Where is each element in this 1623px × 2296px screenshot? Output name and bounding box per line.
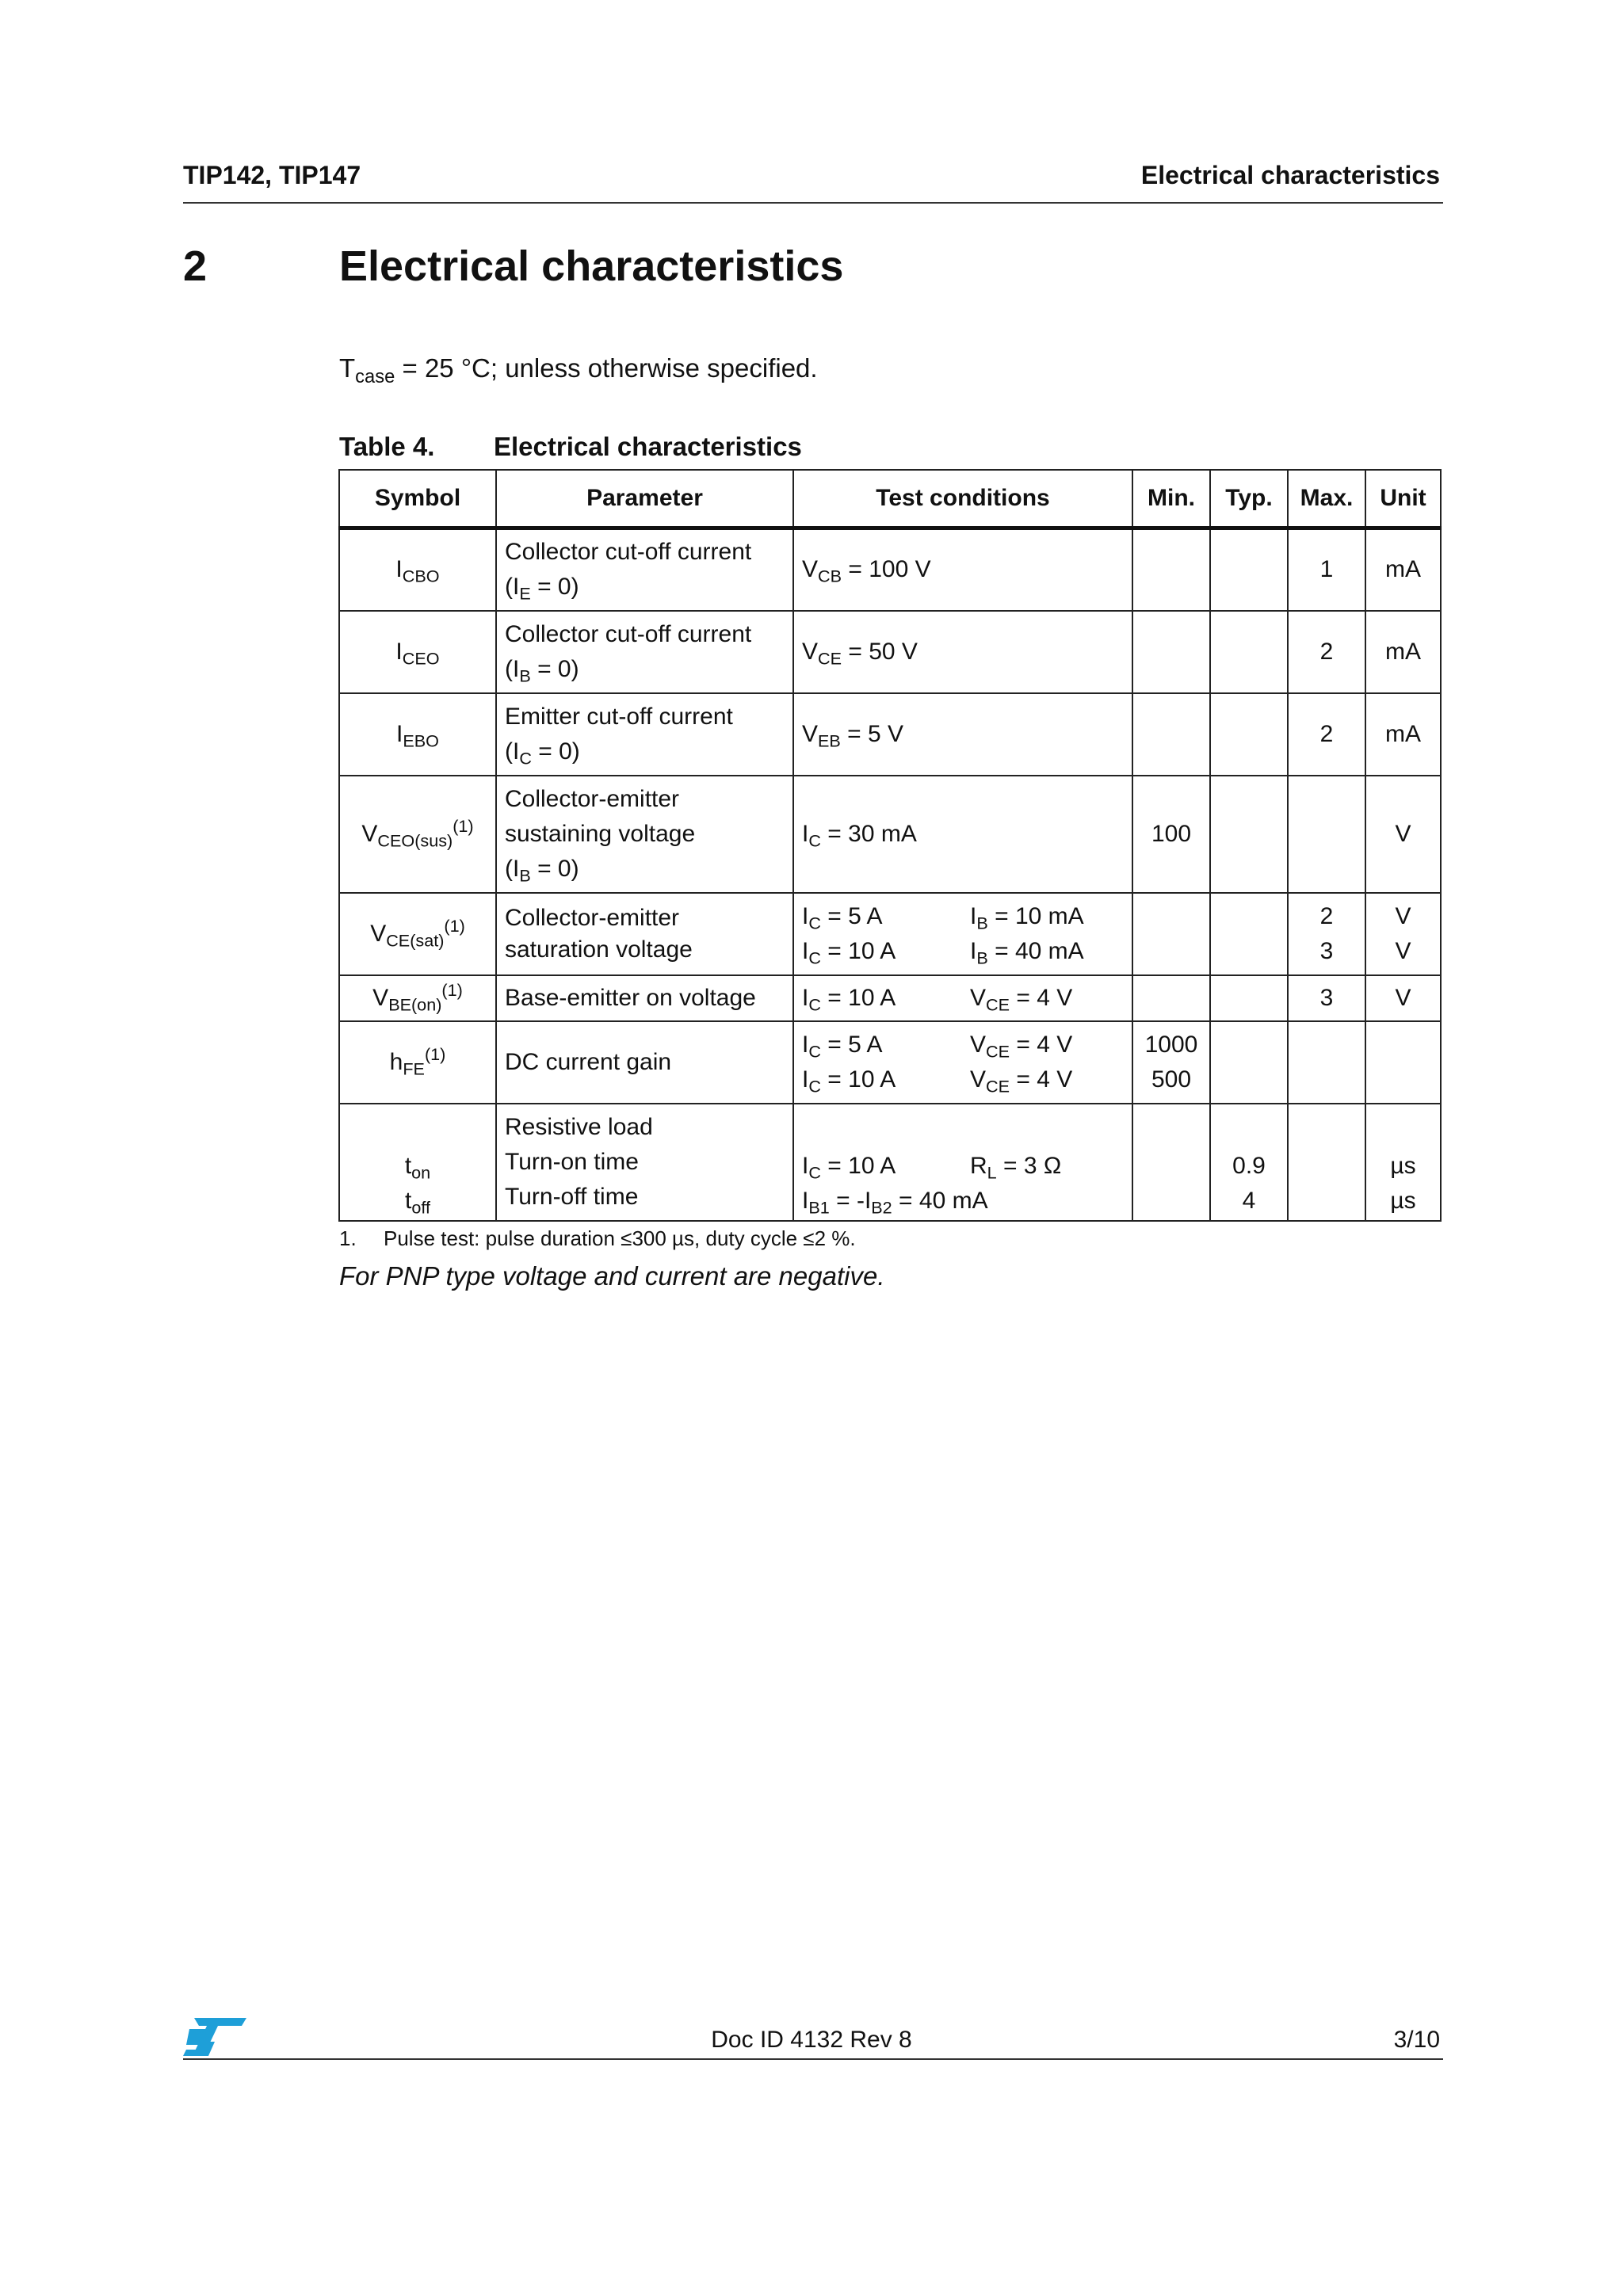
header-symbol: Symbol (339, 470, 496, 528)
table-row (339, 1021, 1441, 1104)
header-left: TIP142, TIP147 (183, 161, 361, 189)
electrical-characteristics-table (338, 469, 1442, 1222)
parameter-cell: DC current gain (496, 1021, 793, 1104)
symbol-cell: $I_{EBO}$ (339, 693, 496, 776)
parameter-cell: Collector cut-off current $(I_B = 0)$ (496, 611, 793, 693)
test-conditions-cell: $I_C = 5$ A $I_B = 10$ mA $I_C = 10$ A $I_B = 40$ mA (793, 893, 1132, 975)
max-cell (1288, 1021, 1365, 1104)
unit-cell: mA (1365, 528, 1441, 611)
max-cell (1288, 776, 1365, 893)
test-conditions-cell: $V_{EB} = 5$ V (793, 693, 1132, 776)
section-title: Electrical characteristics (339, 242, 844, 290)
table-row (339, 611, 1441, 693)
parameter-cell: Emitter cut-off current $(I_C = 0)$ (496, 693, 793, 776)
parameter-cell: Base-emitter on voltage (496, 975, 793, 1021)
unit-cell: V V (1365, 893, 1441, 975)
max-cell: 2 3 (1288, 893, 1365, 975)
typ-cell (1210, 776, 1288, 893)
unit-cell: µs µs (1365, 1104, 1441, 1221)
typ-cell (1210, 611, 1288, 693)
max-cell (1288, 1104, 1365, 1221)
test-conditions-cell: $I_C = 5$ A $V_{CE} = 4$ V $I_C = 10$ A $V_{CE} = 4$ V (793, 1021, 1132, 1104)
symbol-cell: $I_{CBO}$ (339, 528, 496, 611)
typ-cell (1210, 1021, 1288, 1104)
parameter-cell: Collector-emitter sustaining voltage $(I_B = 0)$ (496, 776, 793, 893)
header-min: Min. (1132, 470, 1210, 528)
max-cell: 1 (1288, 528, 1365, 611)
typ-cell: 0.9 4 (1210, 1104, 1288, 1221)
unit-cell: V (1365, 776, 1441, 893)
test-conditions-cell: $I_C = 30$ mA (793, 776, 1132, 893)
header-parameter: Parameter (496, 470, 793, 528)
table-caption-title: Electrical characteristics (494, 432, 802, 461)
table-header-row (339, 470, 1441, 528)
min-cell (1132, 693, 1210, 776)
symbol-cell: $V_{CE(sat)}^{(1)}$ (339, 893, 496, 975)
test-condition-note: $T_{case} = 25$ °C; unless otherwise specified. (339, 353, 818, 388)
min-cell: 100 (1132, 776, 1210, 893)
min-cell (1132, 975, 1210, 1021)
table-row (339, 975, 1441, 1021)
header-right: Electrical characteristics (1140, 161, 1440, 189)
max-cell: 2 (1288, 693, 1365, 776)
pnp-note: For PNP type voltage and current are negative. (339, 1261, 885, 1291)
min-cell (1132, 528, 1210, 611)
table-caption-number: Table 4. (339, 432, 435, 461)
footer-rule (183, 2058, 1443, 2060)
min-cell (1132, 1104, 1210, 1221)
parameter-cell: Collector-emitter saturation voltage (496, 893, 793, 975)
table-row (339, 528, 1441, 611)
max-cell: 3 (1288, 975, 1365, 1021)
footer-doc-id: Doc ID 4132 Rev 8 (711, 2027, 912, 2053)
test-conditions-cell: $V_{CE} = 50$ V (793, 611, 1132, 693)
test-conditions-cell: $I_C = 10$ A $R_L = 3$ Ω $I_{B1} = -I_{B2} = 40$ mA (793, 1104, 1132, 1221)
parameter-cell: Resistive load Turn-on time Turn-off time (496, 1104, 793, 1221)
min-cell (1132, 893, 1210, 975)
section-number: 2 (183, 242, 208, 290)
unit-cell: mA (1365, 611, 1441, 693)
symbol-cell: $V_{BE(on)}^{(1)}$ (339, 975, 496, 1021)
unit-cell: V (1365, 975, 1441, 1021)
table-row (339, 893, 1441, 975)
typ-cell (1210, 693, 1288, 776)
header-test-conditions: Test conditions (793, 470, 1132, 528)
symbol-cell: $h_{FE}^{(1)}$ (339, 1021, 496, 1104)
table-row (339, 776, 1441, 893)
unit-cell (1365, 1021, 1441, 1104)
max-cell: 2 (1288, 611, 1365, 693)
test-conditions-cell: $I_C = 10$ A $V_{CE} = 4$ V (793, 975, 1132, 1021)
min-cell: 1000 500 (1132, 1021, 1210, 1104)
header-typ: Typ. (1210, 470, 1288, 528)
header-max: Max. (1288, 470, 1365, 528)
symbol-cell: $I_{CEO}$ (339, 611, 496, 693)
symbol-cell: $t_{on}$ $t_{off}$ (339, 1104, 496, 1221)
table-footnote: 1. Pulse test: pulse duration ≤300 µs, duty cycle ≤2 %. (339, 1226, 856, 1250)
header-rule (183, 202, 1443, 204)
footer-page-number: 3/10 (1393, 2027, 1440, 2053)
table-row (339, 1104, 1441, 1221)
parameter-cell: Collector cut-off current $(I_E = 0)$ (496, 528, 793, 611)
min-cell (1132, 611, 1210, 693)
typ-cell (1210, 893, 1288, 975)
typ-cell (1210, 528, 1288, 611)
header-unit: Unit (1365, 470, 1441, 528)
symbol-cell: $V_{CEO(sus)}^{(1)}$ (339, 776, 496, 893)
table-row (339, 693, 1441, 776)
typ-cell (1210, 975, 1288, 1021)
unit-cell: mA (1365, 693, 1441, 776)
test-conditions-cell: $V_{CB} = 100$ V (793, 528, 1132, 611)
